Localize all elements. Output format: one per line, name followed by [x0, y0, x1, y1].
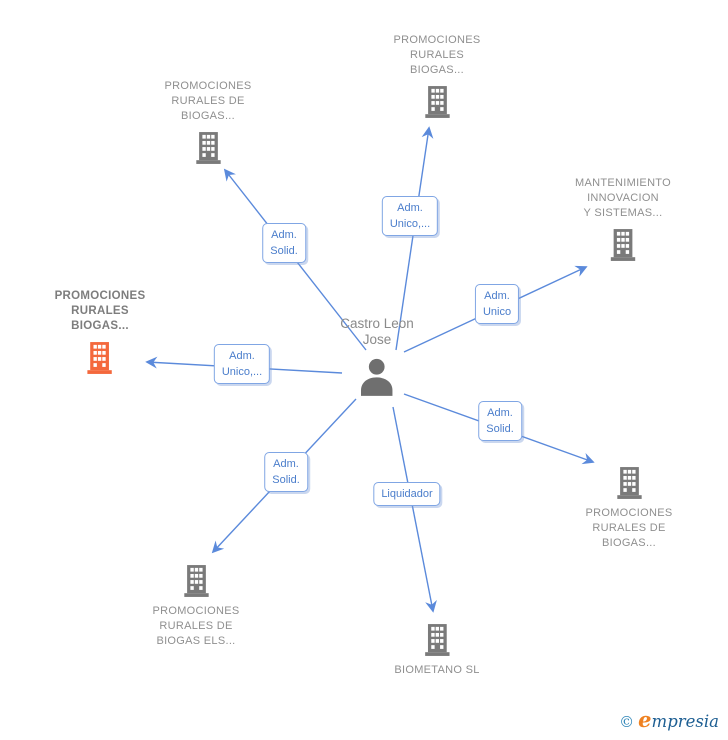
edge-to-bottom-center	[393, 407, 433, 611]
company-name: MANTENIMIENTO INNOVACION Y SISTEMAS...	[575, 177, 671, 219]
building-icon	[608, 229, 638, 261]
edge-label-adm-unico-left[interactable]: Adm. Unico,...	[214, 344, 270, 384]
empresia-brand-initial: e	[638, 707, 652, 732]
empresia-logo[interactable]	[619, 707, 719, 732]
empresia-brand-text: mpresia	[651, 712, 719, 731]
building-icon	[614, 467, 644, 499]
company-node-top-center[interactable]	[393, 33, 480, 118]
company-name: PROMOCIONES RURALES BIOGAS...	[393, 34, 481, 76]
company-node-bottom-left[interactable]	[152, 565, 239, 649]
company-name: PROMOCIONES RURALES DE BIOGAS...	[585, 507, 673, 549]
company-node-bottom-right[interactable]	[585, 467, 672, 551]
company-node-right[interactable]	[575, 176, 671, 261]
building-icon-highlight	[85, 342, 115, 374]
building-icon	[422, 86, 452, 118]
company-name: PROMOCIONES RURALES DE BIOGAS...	[164, 80, 252, 122]
company-name-highlight: PROMOCIONES RURALES BIOGAS...	[54, 290, 146, 332]
edge-label-liquidador[interactable]: Liquidador	[373, 482, 440, 506]
edge-label-adm-solid-top-left[interactable]: Adm. Solid.	[262, 223, 306, 263]
company-node-bottom-center[interactable]	[394, 624, 479, 678]
edge-label-adm-solid-bottom-right[interactable]: Adm. Solid.	[478, 401, 522, 441]
company-name: BIOMETANO SL	[394, 664, 480, 676]
edge-label-adm-solid-bottom-left[interactable]: Adm. Solid.	[264, 452, 308, 492]
building-icon	[181, 565, 211, 597]
building-icon	[193, 132, 223, 164]
company-name: PROMOCIONES RURALES DE BIOGAS ELS...	[152, 605, 240, 647]
person-node[interactable]	[340, 316, 414, 396]
person-name: Castro Leon Jose	[340, 316, 414, 347]
company-node-left-highlight[interactable]	[55, 289, 146, 374]
edge-label-adm-unico-top-center[interactable]: Adm. Unico,...	[382, 196, 438, 236]
building-icon	[422, 624, 452, 656]
copyright-icon: ©	[619, 713, 635, 731]
company-node-top-left[interactable]	[164, 79, 251, 164]
edge-label-adm-unico-right[interactable]: Adm. Unico	[475, 284, 519, 324]
person-icon	[358, 357, 395, 396]
